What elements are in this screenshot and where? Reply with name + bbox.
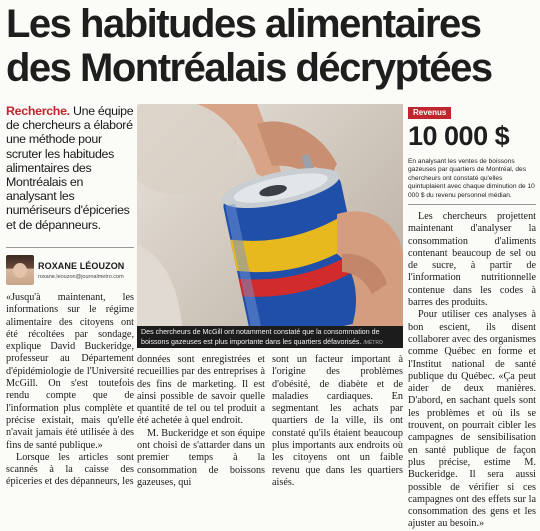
sidebar-figure: 10 000 $ xyxy=(408,121,510,151)
body-paragraph: «Jusqu'à maintenant, les informations sur le régime alimentaire des citoyens ont été récoltées par sondage, explique David Buckeridge, professeur au Département d'épidémiologie de l'Université McGill. On s'est toutefois rendu compte que de l'information plus complète et précise existait, mais qu'elle n'avait jamais été utilisée à des fins de santé publique.» xyxy=(6,292,134,451)
headline-line-1: Les habitudes alimentaires xyxy=(6,2,481,46)
body-column-3 xyxy=(272,354,403,489)
soda-can-photo xyxy=(137,104,403,326)
headline-line-2: des Montréalais décryptées xyxy=(6,46,492,90)
body-paragraph: données sont enregistrées et recueillies par des entreprises à des fins de marketing. Il est ainsi possible de savoir quelle quantité de tel ou tel produit a été achetée à quel endroit. xyxy=(137,354,265,427)
body-paragraph: Les chercheurs projettent maintenant d'analyser la consommation d'aliments contenant beaucoup de sel ou de sucre, à partir de l'information nutritionnelle contenue dans les codes à barres des produits. xyxy=(408,211,536,309)
photo-credit: /MÉTRO xyxy=(363,339,383,346)
body-paragraph: Lorsque les articles sont scannés à la caisse des épiceries et des dépanneurs, les xyxy=(6,451,134,488)
body-paragraph: sont un facteur important à l'origine des problèmes d'obésité, de diabète et de maladies cardiaques. En segmentant les achats par quartiers de la ville, ils ont constaté qu'ils étaient beaucoup plus importants aux endroits où les citoyens ont un faible revenu que dans les quartiers aisés. xyxy=(272,354,403,488)
byline-divider xyxy=(6,247,134,248)
author-name: ROXANE LÉOUZON xyxy=(38,261,125,271)
sidebar-label: Revenus xyxy=(408,107,451,119)
photo-caption-text: Des chercheurs de McGill ont notamment constaté que la consommation de boissons gazeuses est plus importante dans les quartiers défavorisés. xyxy=(141,328,380,346)
body-column-1 xyxy=(6,292,134,489)
deck-kicker: Recherche. xyxy=(6,104,70,118)
sidebar-text: En analysant les ventes de boissons gazeuses par quartiers de Montréal, des chercheurs ont constaté qu'elles quintuplaient avec chaque diminution de 10 000 $ du revenu personnel médian. xyxy=(408,158,535,199)
article-photo xyxy=(137,104,403,326)
photo-caption xyxy=(137,326,403,348)
body-column-4 xyxy=(408,211,536,531)
body-paragraph: Pour utiliser ces analyses à bon escient, ils disent collaborer avec des organismes comme Québec en forme et l'Institut national de santé publique du Québec. «Ça peut aider de deux manières. D'abord, en sachant quels sont les problèmes et où ils se trouvent, on pourrait cibler les campagnes de sensibilisation en santé publique de façon plus précise, estime M. Buckeridge. Il sera aussi possible de vérifier si ces campagnes ont des effets sur la consommation des gens et les ajuster au besoin.» xyxy=(408,309,536,530)
sidebar-divider xyxy=(408,204,536,205)
article-deck xyxy=(6,104,134,232)
body-column-2 xyxy=(137,354,265,489)
body-paragraph: M. Buckeridge et son équipe ont choisi de s'attarder dans un premier temps à la consommation de boissons gazeuses, qui xyxy=(137,427,265,488)
deck-text: Une équipe de chercheurs a élaboré une méthode pour scruter les habitudes alimentaires des Montréalais en analysant les numériseurs d'épiceries et de dépanneurs. xyxy=(6,104,134,232)
author-avatar xyxy=(6,255,34,285)
headline xyxy=(6,2,536,90)
author-email[interactable]: roxane.leouzon@journalmetro.com xyxy=(38,274,124,280)
